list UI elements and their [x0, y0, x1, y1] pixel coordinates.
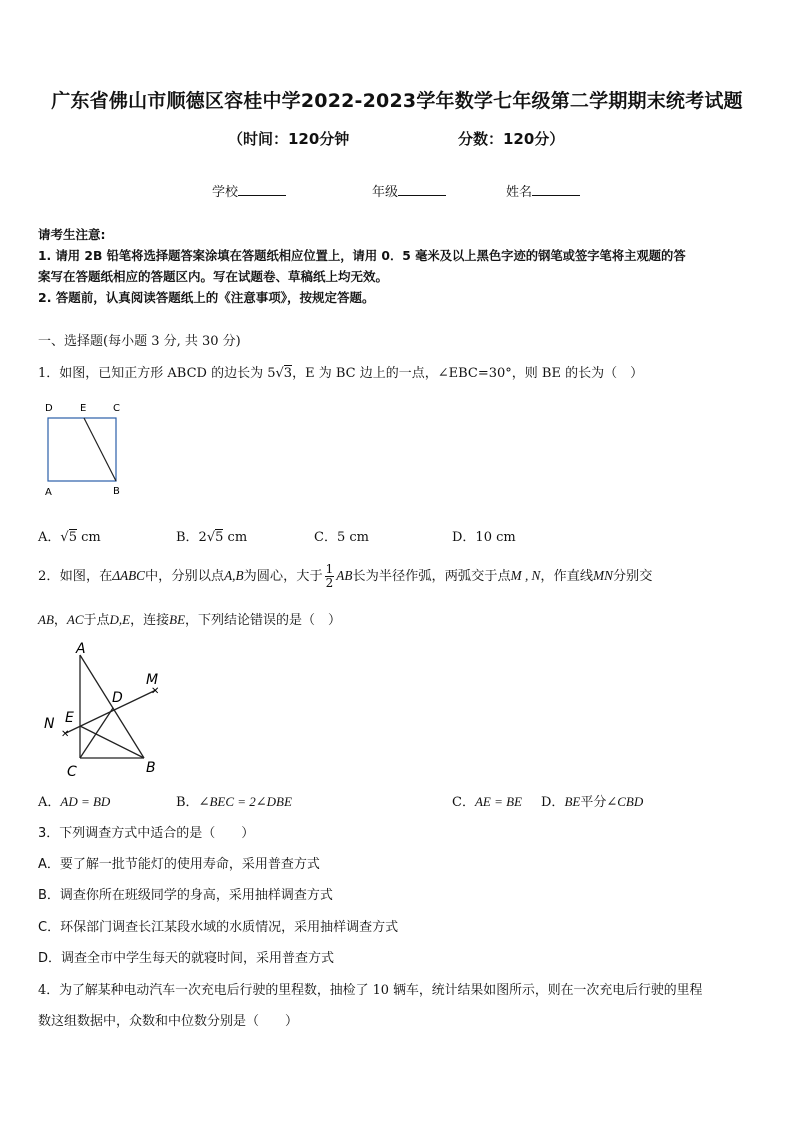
q2-segment-cd [80, 708, 113, 758]
q1-square [48, 418, 116, 481]
q2-math: D,E [109, 612, 131, 627]
name-label: 姓名 [506, 185, 533, 200]
q2-arc-mark-n: ✕ [61, 729, 70, 740]
q2-text: ，作直线 [540, 569, 594, 584]
q2-text: 分别交 [612, 569, 653, 584]
q2-text: 于点 [83, 613, 110, 628]
q1-label-e: E [80, 403, 87, 414]
q1-option-b-unit: cm [223, 530, 248, 545]
q1-stem [38, 362, 643, 381]
school-field [212, 181, 286, 200]
q2-math: M , N [510, 568, 541, 583]
q1-option-b-value: 5 [215, 530, 224, 545]
q2-figure [40, 636, 170, 782]
notice-line-1b: 案写在答题纸相应的答题区内。写在试题卷、草稿纸上均无效。 [38, 269, 389, 284]
notice-title: 请考生注意: [38, 227, 106, 242]
sqrt-symbol: √ [275, 366, 284, 381]
q2-text: 长为半径作弧，两弧交于点 [352, 569, 511, 584]
q2-stem-line2 [38, 609, 341, 628]
q1-stem-part1: 1．如图，已知正方形 ABCD 的边长为 5 [38, 366, 276, 381]
q3-option-d[interactable]: D．调查全市中学生每天的就寝时间，采用普查方式 [38, 951, 335, 966]
q2-option-c-math: AE = BE [474, 794, 522, 809]
q2-text: 2．如图，在 [38, 569, 113, 584]
q2-option-a-label: A． [38, 795, 61, 810]
q2-text: 为圆心，大于 [243, 569, 323, 584]
q2-option-d-math: ∠CBD [606, 794, 644, 809]
q2-option-c-label: C． [452, 795, 475, 810]
q1-label-d: D [45, 403, 53, 414]
q2-math: BE [169, 612, 186, 627]
q2-math: AB [336, 568, 353, 583]
q2-label-e: E [65, 710, 74, 726]
q1-option-a-unit: cm [76, 530, 101, 545]
q2-label-m: M [146, 672, 159, 688]
q2-option-b-math: ∠BEC = 2∠DBE [198, 794, 292, 809]
q1-option-a-label: A． [38, 530, 61, 545]
q2-math: AC [66, 612, 84, 627]
q2-stem-line1 [38, 563, 652, 590]
q2-text: ，连接 [130, 613, 170, 628]
sqrt-symbol: √ [206, 530, 216, 545]
q2-option-d-math: BE [564, 794, 581, 809]
q1-option-a-value: 5 [68, 530, 77, 545]
q2-math: A,B [224, 568, 244, 583]
grade-blank[interactable] [398, 183, 446, 196]
q3-option-b[interactable]: B．调查你所在班级同学的身高，采用抽样调查方式 [38, 888, 333, 903]
q2-math: ΔABC [112, 568, 145, 583]
q2-arc-mark-m: ✕ [151, 686, 160, 697]
fraction-denominator: 2 [325, 576, 334, 590]
q1-stem-part2: ，E 为 BC 边上的一点，∠EBC=30°，则 BE 的长为（ ） [292, 366, 644, 381]
q1-label-b: B [113, 486, 120, 497]
sqrt-symbol: √ [60, 530, 69, 545]
q4-stem-line1: 4．为了解某种电动汽车一次充电后行驶的里程数，抽检了 10 辆车，统计结果如图所示，则在一次充电后行驶的里程 [38, 983, 703, 998]
q2-label-n: N [44, 716, 55, 732]
q3-option-c[interactable]: C．环保部门调查长江某段水域的水质情况，采用抽样调查方式 [38, 920, 399, 935]
q2-option-d[interactable] [541, 791, 643, 810]
q1-segment-be [84, 418, 116, 481]
notice-line-1a: 1. 请用 2B 铅笔将选择题答案涂填在答题纸相应位置上，请用 0．5 毫米及以上黑色字迹的钢笔或签字笔将主观题的答 [38, 249, 686, 263]
q1-option-c[interactable]: C．5 cm [314, 530, 369, 545]
q1-sqrt-value: 3 [283, 366, 293, 381]
q2-option-d-text: 平分 [580, 795, 607, 810]
q2-label-c: C [67, 764, 77, 780]
exam-score: 分数：120分） [458, 130, 565, 148]
q2-label-d: D [112, 690, 123, 706]
school-blank[interactable] [238, 183, 286, 196]
q2-math: MN [593, 568, 613, 583]
q2-label-b: B [146, 760, 156, 776]
q2-option-d-label: D． [541, 795, 565, 810]
q1-option-a[interactable] [38, 526, 101, 545]
q1-figure [38, 398, 138, 502]
notice-line-2: 2. 答题前，认真阅读答题纸上的《注意事项》，按规定答题。 [38, 290, 375, 305]
q4-stem-line2: 数这组数据中，众数和中位数分别是（ ） [38, 1014, 299, 1029]
q2-math: AB [38, 612, 54, 627]
q3-stem: 3．下列调查方式中适合的是（ ） [38, 826, 255, 841]
q2-option-b[interactable] [176, 791, 292, 810]
grade-label: 年级 [372, 185, 399, 200]
q1-label-a: A [45, 487, 52, 498]
q2-option-c[interactable] [452, 791, 522, 810]
q1-option-b-label: B．2 [176, 530, 207, 545]
q2-fraction [325, 563, 335, 590]
q2-label-a: A [76, 641, 86, 657]
q1-option-d[interactable]: D．10 cm [452, 530, 516, 545]
q2-text: ， [53, 613, 67, 628]
q2-option-a[interactable] [38, 791, 110, 810]
q2-text: 中，分别以点 [144, 569, 225, 584]
exam-title: 广东省佛山市顺德区容桂中学2022-2023学年数学七年级第二学期期末统考试题 [51, 90, 743, 112]
q2-option-b-label: B． [176, 795, 199, 810]
q1-option-b[interactable] [176, 526, 247, 545]
section-heading: 一、选择题(每小题 3 分, 共 30 分) [38, 334, 241, 349]
exam-time: （时间：120分钟 [228, 130, 350, 148]
name-field [506, 181, 580, 200]
school-label: 学校 [212, 185, 239, 200]
q2-text: ，下列结论错误的是（ ） [185, 613, 342, 628]
q3-option-a[interactable]: A．要了解一批节能灯的使用寿命，采用普查方式 [38, 857, 320, 872]
q2-option-a-math: AD = BD [60, 794, 111, 809]
grade-field [372, 181, 446, 200]
q1-label-c: C [113, 403, 120, 414]
fraction-numerator: 1 [325, 562, 334, 576]
name-blank[interactable] [532, 183, 580, 196]
